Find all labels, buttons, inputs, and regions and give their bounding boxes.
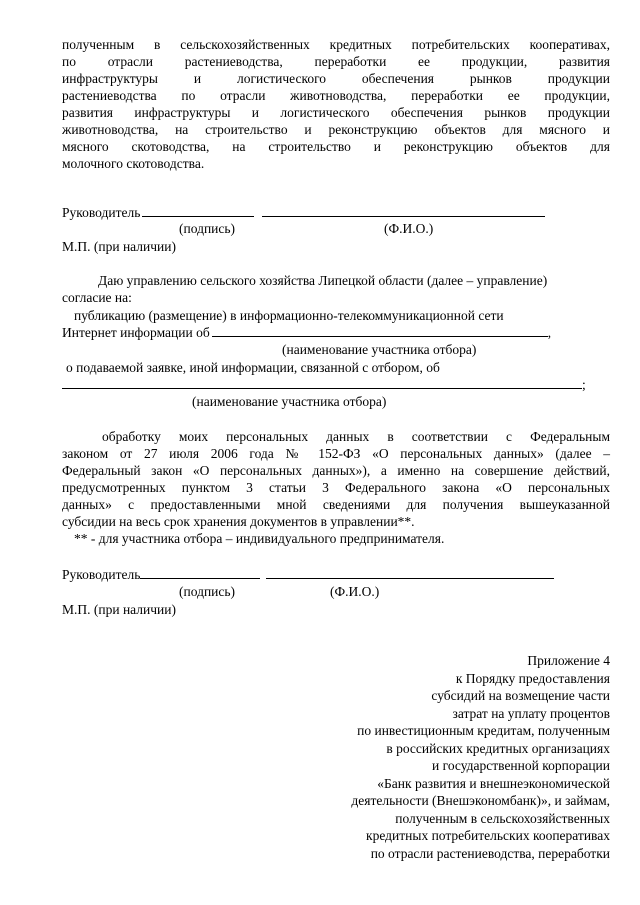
consent-intro-2: согласие на: [62, 290, 132, 305]
appendix-line: полученным в сельскохозяйственных [395, 811, 610, 826]
text-line: Федеральный закон «О персональных данных»), а именно на совершение действий, [62, 463, 610, 478]
fio-field [266, 566, 554, 579]
appendix-line: Приложение 4 [527, 653, 610, 668]
consent-intro: Даю управлению сельского хозяйства Липецкой области (далее – управление) [98, 273, 548, 288]
appendix-line: затрат на уплату процентов [452, 706, 610, 721]
internet-line [62, 324, 551, 341]
appendix-line: к Порядку предоставления [455, 671, 610, 686]
appendix-line: и государственной корпорации [432, 758, 610, 773]
about-line [62, 376, 586, 393]
text-line: полученным в сельскохозяйственных кредитных потребительских кооперативах, [62, 37, 610, 52]
caption-signature: (подпись) [179, 584, 236, 599]
caption-participant-2: (наименование участника отбора) [192, 394, 387, 409]
text-line: растениеводства по отрасли животноводства, переработки ее продукции, [62, 88, 610, 103]
semicolon: ; [582, 377, 586, 392]
caption-fio: (Ф.И.О.) [384, 221, 434, 236]
appendix-line: в российских кредитных организациях [386, 741, 610, 756]
text-line: данных» с предоставленными мной сведениями для получения вышеуказанной [62, 497, 610, 512]
text-line: обработку моих персональных данных в соответствии с Федеральным [102, 429, 610, 444]
appendix-line: субсидий на возмещение части [431, 688, 610, 703]
text-line: законом от 27 июля 2006 года № 152-ФЗ «О персональных данных» (далее – [62, 446, 610, 461]
fio-field [262, 204, 545, 217]
appendix-line: «Банк развития и внешнеэкономической [377, 776, 610, 791]
text-line: инфраструктуры и логистического обеспечения рынков продукции [62, 71, 610, 86]
participant-name-field-2 [62, 376, 582, 389]
appendix-line: по отрасли растениеводства, переработки [370, 846, 610, 861]
signature-field [140, 566, 260, 579]
caption-fio: (Ф.И.О.) [330, 584, 380, 599]
participant-name-field [212, 324, 548, 337]
text-line: субсидии на весь срок хранения документов в управлении**. [62, 514, 415, 529]
signature-line-2 [62, 566, 554, 583]
text-line: предусмотренных пунктом 3 статьи 3 Федерального закона «О персональных [62, 480, 610, 495]
signature-label: Руководитель [62, 205, 141, 220]
text-line: молочного скотоводства. [62, 156, 205, 171]
text-line: животноводства, на строительство и реконструкцию объектов для мясного и [62, 122, 610, 137]
signature-label: Руководитель [62, 567, 141, 582]
stamp-note: М.П. (при наличии) [62, 239, 176, 254]
comma: , [547, 325, 552, 340]
signature-line [62, 204, 545, 221]
text-line: мясного скотоводства, на строительство и реконструкцию объектов для [62, 139, 610, 154]
footnote: ** - для участника отбора – индивидуального предпринимателя. [74, 531, 445, 546]
stamp-note: М.П. (при наличии) [62, 602, 176, 617]
appendix-line: кредитных потребительских кооперативах [366, 828, 610, 843]
text-line: по отрасли растениеводства, переработки ее продукции, развития [62, 54, 610, 69]
appendix-line: деятельности (Внешэкономбанк)», и займам, [351, 793, 610, 808]
consent-publication: публикацию (размещение) в информационно-телекоммуникационной сети [74, 308, 504, 323]
consent-about: о подаваемой заявке, иной информации, связанной с отбором, об [66, 360, 440, 375]
appendix-line: по инвестиционным кредитам, полученным [357, 723, 610, 738]
caption-participant: (наименование участника отбора) [282, 342, 477, 357]
signature-field [142, 204, 254, 217]
caption-signature: (подпись) [179, 221, 236, 236]
internet-label: Интернет информации об [62, 325, 210, 340]
text-line: развития инфраструктуры и логистического обеспечения рынков продукции [62, 105, 610, 120]
